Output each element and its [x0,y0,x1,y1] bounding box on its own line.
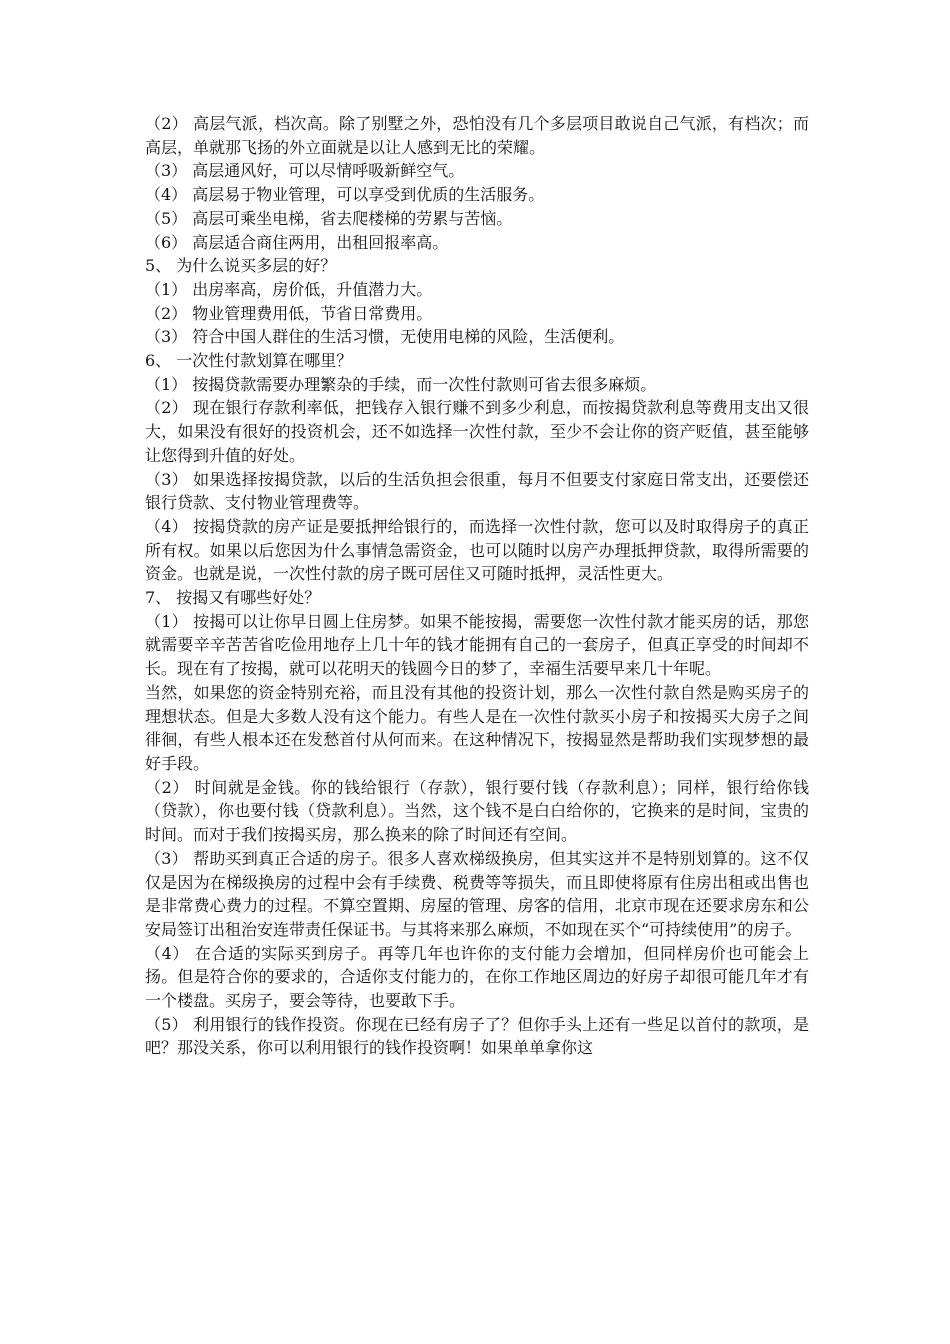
paragraph-multi-storey-price: （1） 出房率高，房价低，升值潜力大。 [145,279,433,299]
paragraph-mortgage-timing: （4） 在合适的实际买到房子。再等几年也许你的支付能力会增加，但同样房价也可能会上扬。但是符合你的要求的，合适你支付能力的，在你工作地区周边的好房子却很可能几年才有一个楼盘。买房子，要会等待，也要敢下手。 [145,943,809,1011]
paragraph-multi-storey-habits: （3） 符合中国人群住的生活习惯，无使用电梯的风险，生活便利。 [145,327,625,347]
paragraph-mortgage-suitable-house: （3） 帮助买到真正合适的房子。很多人喜欢梯级换房，但其实这并不是特别划算的。这不仅仅是因为在梯级换房的过程中会有手续费、税费等等损失，而且即使将原有住房出租或出售也是非常费心费力的过程。不算空置期、房屋的管理、房客的信用，北京市现在还要求房东和公安局签订出租治安连带责任保证书。与其将来那么麻烦，不如现在买个“可持续使用”的房子。 [145,848,809,939]
paragraph-high-rise-elevator: （5） 高层可乘坐电梯，省去爬楼梯的劳累与苦恼。 [145,208,513,228]
paragraph-mortgage-dream: （1） 按揭可以让你早日圆上住房梦。如果不能按揭，需要您一次性付款才能买房的话，那您就需要辛辛苦苦省吃俭用地存上几十年的钱才能拥有自己的一套房子，但真正享受的时间却不长。现在有了按揭，就可以花明天的钱圆今日的梦了，幸福生活要早来几十年呢。 [145,611,809,679]
document-page [145,112,809,1060]
paragraph-high-rise-ventilation: （3） 高层通风好，可以尽情呼吸新鲜空气。 [145,161,465,181]
paragraph-high-rise-prestige: （2） 高层气派，档次高。除了别墅之外，恐怕没有几个多层项目敢说自己气派，有档次；而高层，单就那飞扬的外立面就是以让人感到无比的荣耀。 [145,114,809,157]
paragraph-lump-sum-burden: （3） 如果选择按揭贷款，以后的生活负担会很重，每月不但要支付家庭日常支出，还要偿还银行贷款、支付物业管理费等。 [145,469,809,513]
paragraph-mortgage-investment: （5） 利用银行的钱作投资。你现在已经有房子了？但你手头上还有一些足以首付的款项，是吧？那没关系，你可以利用银行的钱作投资啊！如果单单拿你这 [145,1014,809,1058]
section-heading-multi-storey: 5、 为什么说买多层的好？ [145,256,337,276]
paragraph-high-rise-management: （4） 高层易于物业管理，可以享受到优质的生活服务。 [145,185,545,205]
paragraph-mortgage-time-money: （2） 时间就是金钱。你的钱给银行（存款），银行要付钱（存款利息）；同样，银行给你钱（贷款），你也要付钱（贷款利息）。当然，这个钱不是白白给你的，它换来的是时间，宝贵的时间。而对于我们按揭买房，那么换来的除了时间还有空间。 [145,777,809,845]
paragraph-high-rise-mixed-use: （6） 高层适合商住两用，出租回报率高。 [145,232,449,252]
paragraph-mortgage-wealthy: 当然，如果您的资金特别充裕，而且没有其他的投资计划，那么一次性付款自然是购买房子的理想状态。但是大多数人没有这个能力。有些人是在一次性付款买小房子和按揭买大房子之间徘徊，有些人根本还在发愁首付从何而来。在这种情况下，按揭显然是帮助我们实现梦想的最好手段。 [145,682,809,773]
paragraph-lump-sum-interest: （2） 现在银行存款利率低，把钱存入银行赚不到多少利息，而按揭贷款利息等费用支出又很大，如果没有很好的投资机会，还不如选择一次性付款，至少不会让你的资产贬值，甚至能够让您得到升值的好处。 [145,398,809,465]
section-heading-mortgage: 7、 按揭又有哪些好处？ [145,588,321,608]
paragraph-lump-sum-ownership: （4） 按揭贷款的房产证是要抵押给银行的，而选择一次性付款，您可以及时取得房子的真正所有权。如果以后您因为什么事情急需资金，也可以随时以房产办理抵押贷款，取得所需要的资金。也就是说，一次性付款的房子既可居住又可随时抵押，灵活性更大。 [145,516,809,584]
section-heading-lump-sum: 6、 一次性付款划算在哪里？ [145,351,353,371]
paragraph-multi-storey-fees: （2） 物业管理费用低，节省日常费用。 [145,303,433,323]
paragraph-lump-sum-procedure: （1） 按揭贷款需要办理繁杂的手续，而一次性付款则可省去很多麻烦。 [145,374,657,394]
